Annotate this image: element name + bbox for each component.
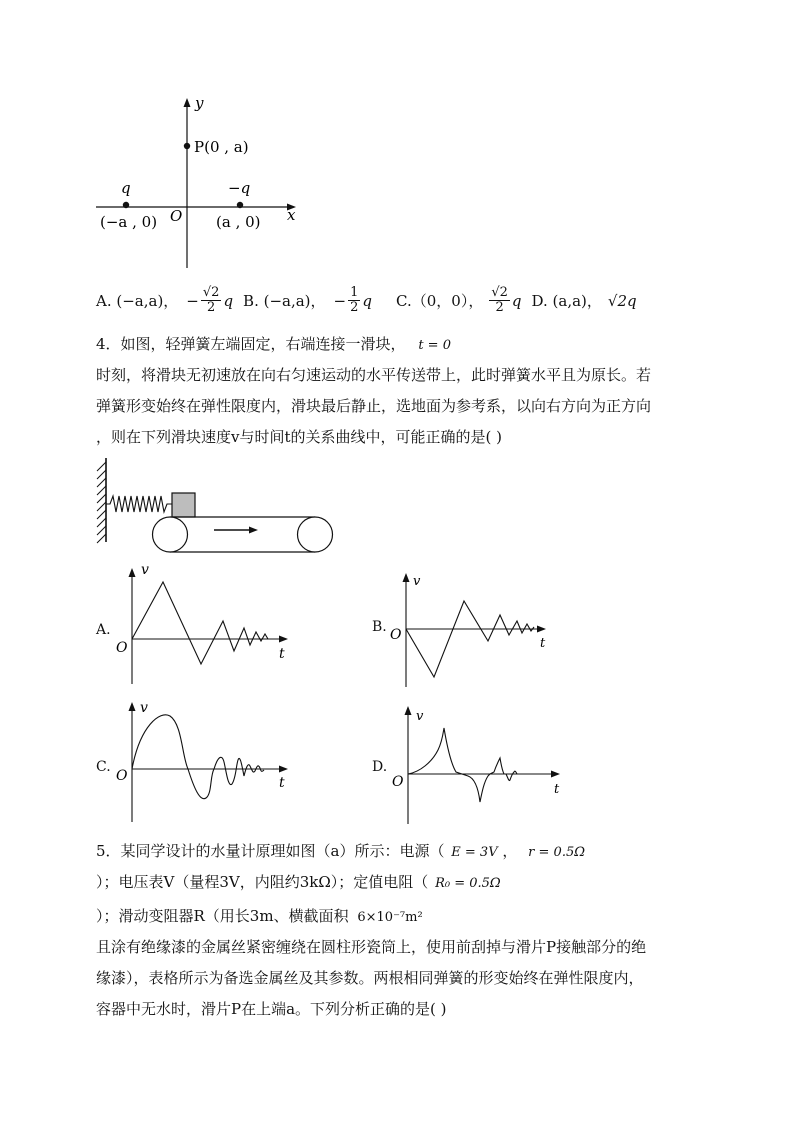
svg-text:v: v xyxy=(413,574,421,589)
q5-line-4: 且涂有绝缘漆的金属丝紧密缠绕在圆柱形瓷筒上，使用前刮掉与滑片P接触部分的绝 xyxy=(96,938,647,956)
option-d[interactable]: D. (a,a)， √2q xyxy=(531,291,637,310)
svg-text:O: O xyxy=(392,774,404,790)
right-coord-label: (a , 0) xyxy=(216,213,261,231)
arrow-right-icon xyxy=(249,527,258,534)
origin-label: O xyxy=(170,207,183,225)
left-coord-label: (−a , 0) xyxy=(100,213,158,231)
left-pulley xyxy=(153,517,188,552)
svg-text:v: v xyxy=(140,700,148,716)
q3-options-row xyxy=(96,286,637,315)
option-c-fraction: $\frac{√2}{2}$ xyxy=(491,285,508,315)
graph-d-label: D. xyxy=(372,759,388,775)
q5-line-6: 容器中无水时，滑片P在上端a。下列分析正确的是( ) xyxy=(96,1000,447,1018)
option-a[interactable]: A. (−a,a)， − $\frac{√2}{2}$ q xyxy=(96,285,234,315)
graph-c-curve xyxy=(132,715,264,799)
graph-b[interactable] xyxy=(370,565,570,695)
q5-line-1: 5．某同学设计的水量计原理如图（a）所示：电源（ E = 3V ， r = 0.5Ω xyxy=(96,842,585,860)
slider-block xyxy=(172,493,195,517)
q4-line-3: 弹簧形变始终在弹性限度内，滑块最后静止，选地面为参考系，以向右方向为正方向 xyxy=(96,397,652,415)
q5-line-5: 缘漆），表格所示为备选金属丝及其参数。两根相同弹簧的形变始终在弹性限度内， xyxy=(96,969,644,987)
x-axis-label: x xyxy=(287,206,296,224)
svg-text:O: O xyxy=(116,640,128,656)
graph-c[interactable] xyxy=(90,696,290,826)
option-a-fraction: $\frac{√2}{2}$ xyxy=(202,285,220,315)
svg-text:O: O xyxy=(116,768,128,784)
svg-text:t: t xyxy=(279,775,285,791)
graph-b-curve xyxy=(406,601,534,677)
point-p-label: P(0 , a) xyxy=(194,138,249,156)
graph-a-label: A. xyxy=(96,622,111,638)
right-charge-label: −q xyxy=(228,179,251,197)
q5-line-3: ）；滑动变阻器R（用长3m、横截面积 6×10⁻⁷m² xyxy=(96,907,423,925)
option-c[interactable]: C.（0，0）， $\frac{√2}{2}$ q xyxy=(396,285,522,315)
graph-a-curve xyxy=(132,582,268,664)
svg-text:t: t xyxy=(279,646,285,662)
q4-line-1: 4．如图，轻弹簧左端固定，右端连接一滑块， t = 0 xyxy=(96,335,451,353)
y-axis-label: y xyxy=(195,94,204,112)
q4-line-2: 时刻，将滑块无初速放在向右匀速运动的水平传送带上，此时弹簧水平且为原长。若 xyxy=(96,366,652,384)
charge-coordinate-figure xyxy=(0,0,794,280)
graph-d[interactable] xyxy=(370,700,570,830)
graph-a[interactable] xyxy=(90,560,290,690)
svg-text:O: O xyxy=(390,627,402,643)
q4-line-4: ，则在下列滑块速度v与时间t的关系曲线中，可能正确的是( ) xyxy=(96,428,502,446)
svg-text:v: v xyxy=(141,562,149,578)
graph-d-curve xyxy=(408,728,517,802)
svg-text:t: t xyxy=(540,636,546,651)
spring-conveyor-figure xyxy=(0,450,794,570)
left-charge-label: q xyxy=(121,179,131,197)
right-pulley xyxy=(298,517,333,552)
spring xyxy=(106,496,172,512)
q5-line-2: ）；电压表V（量程3V，内阻约3kΩ）；定值电阻（ R₀ = 0.5Ω xyxy=(96,873,501,891)
option-b-fraction: $\frac{1}{2}$ xyxy=(350,285,359,315)
svg-text:v: v xyxy=(416,709,424,724)
graph-c-label: C. xyxy=(96,759,111,775)
graph-b-label: B. xyxy=(372,619,387,635)
svg-text:t: t xyxy=(554,782,560,797)
option-b[interactable]: B. (−a,a)， − $\frac{1}{2}$ q xyxy=(243,285,373,315)
